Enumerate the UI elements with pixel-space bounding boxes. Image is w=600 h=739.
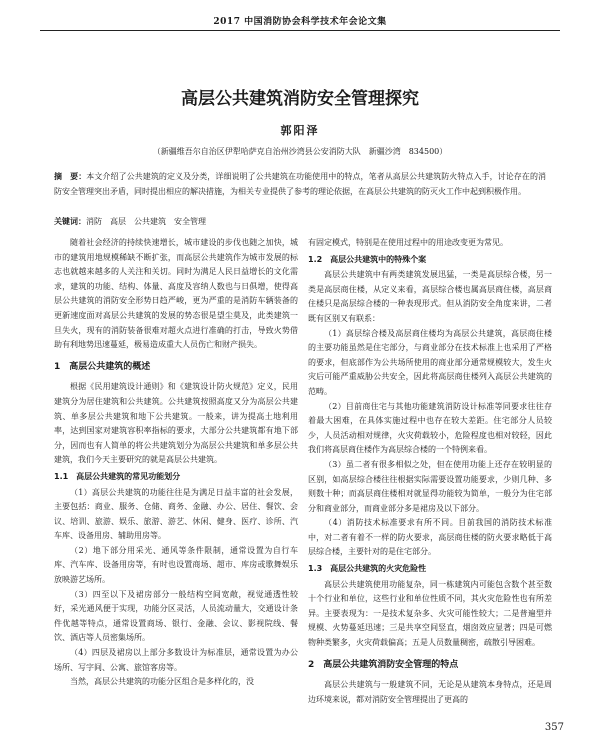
function-item-4: （4）四层及裙房以上部分多数设计为标准层，通常设置为办公场所、写字间、公寓、旅馆客房等。: [54, 648, 298, 672]
special-cases-paragraph: 高层公共建筑中有两类建筑发展迅猛，一类是高层综合楼，另一类是高层商住楼，从定义来看，高层综合楼也属高层商住楼，高层商住楼只是高层综合楼的一种表现形式。但从消防安全角度来讲，二者既有区别又有联系：: [308, 270, 552, 323]
abstract: [54, 170, 546, 199]
fire-hazard-paragraph: 高层公共建筑使用功能复杂，同一栋建筑内可能包含数个甚至数十个行业和单位，这些行业和单位性质不同，其火灾危险性也有所差异。主要表现为：一是技术复杂多、火灾可能性较大；二是普遍型并规模、火势蔓延迅速；三是共享空间竖直，烟囱效应显著；四是可燃物种类繁多，火灾荷载偏高；五是人员数量稠密，疏散引导困难。: [308, 579, 552, 648]
special-case-item-3: （3）虽二者有很多相似之处，但在使用功能上还存在较明显的区别，如高层综合楼往往根据实际需要设置功能要求，少则几种、多则数十种；而高层商住楼相对就显得功能较为简单，一般分为住宅部分和商业部分，而商业部分多是裙房及以下部分。: [308, 459, 552, 513]
section-1-paragraph: 根据《民用建筑设计通则》和《建筑设计防火规范》定义，民用建筑分为居住建筑和公共建筑。公共建筑按照高度又分为高层公共建筑、单多层公共建筑和地下公共建筑。一般来，讲为提高土地利用率，达到国家对建筑容积率指标的要求，大部分公共建筑都有地下部分，因而也有人简单的将公共建筑划分为高层公共建筑和单多层公共建筑，我们今天主要研究的就是高层公共建筑。: [54, 382, 298, 465]
special-case-item-1: （1）高层综合楼及高层商住楼均为高层公共建筑，高层商住楼的主要功能虽然是住宅部分，与商业部分在技术标准上也采用了严格的要求，但底部作为公共场所使用的商业部分通常规模较大，发生火灾后可能严重威胁公共安全，因此将高层商住楼列入高层公共建筑的范畴。: [308, 328, 552, 396]
left-column: [54, 236, 298, 690]
paper-title: 高层公共建筑消防安全管理探究: [181, 89, 419, 109]
continuation-paragraph: 有固定模式，特别是在使用过程中的用途改变更为常见。: [308, 238, 508, 247]
keywords-label: 关键词：: [54, 217, 86, 226]
right-column: [308, 236, 552, 707]
special-case-item-2: （2）目前商住宅与其他功能建筑消防设计标准等同要求往往存着最大困难，在具体实施过程中也存在较大差距。住宅部分人员较少，人员活动相对规律，火灾荷载较小，危险程度也相对较轻，因此我们将高层商住楼作为高层综合楼的一个特例来看。: [308, 401, 552, 455]
intro-paragraph: 随着社会经济的持续快速增长，城市建设的步伐也随之加快，城市的建筑用地规模稀缺不断扩张，而高层公共建筑作为城市发展的标志也就越来越多的人关注和关切。同时为满足人民日益增长的文化需求，建筑的功能、结构、体量、高度及容纳人数也与日俱增，使得高层公共建筑的消防安全形势日趋严峻，更为严重的是消防车辆装备的更新速度面对高层公共建筑的发展的势态很是望尘莫及，此类建筑一旦失火，现有的消防装备很难对超火点进行准确的打击，导致火势借助有利地势迅速蔓延，极易造成重大人员伤亡和财产损失。: [54, 238, 298, 350]
subsection-1-3-heading: 1.3 高层公共建筑的火灾危险性: [308, 564, 427, 574]
abstract-text: 本文介绍了公共建筑的定义及分类，详细说明了公共建筑在功能使用中的特点，笔者从高层公共建筑防火特点入手，讨论存在的消防安全管理突出矛盾，同时提出相应的解决措施，为相关专业提供了参考的理论依据，在高层公共建筑的防灭火工作中起到积极作用。: [54, 172, 547, 196]
function-item-3: （3）四至以下及裙房部分一般结构空间宽敞，视觉通透性较好，采光通风便于实现，功能分区灵活，人员流动量大，交通设计条件优越等特点，通常设置商场、银行、金融、会议、影视院线、餐饮、酒店等人员密集场所。: [54, 589, 298, 643]
function-item-2: （2）地下部分用采光、通风等条件限制，通常设置为自行车库、汽车库、设备用房等，有时也设置商场、超市、库房或歌舞娱乐放映游艺场所。: [54, 545, 298, 585]
keywords-text: 消防 高层 公共建筑 安全管理: [86, 217, 206, 226]
function-item-1: （1）高层公共建筑的功能往往是为满足日益丰富的社会发展，主要包括：商业、服务、仓储、商务、金融、办公、居住、餐饮、会议、培训、旅游、娱乐、旅游、游艺、休闲、健身、医疗、诊所、汽车库、设备用房、辅助用房等。: [54, 487, 298, 541]
special-case-item-4: （4）消防技术标准要求有所不同。目前我国的消防技术标准中，对二者有着不一样的防火要求，高层商住楼的防火要求略低于高层综合楼，主要针对的是住宅部分。: [308, 518, 552, 557]
subsection-1-2-heading: 1.2 高层公共建筑中的特殊个案: [308, 254, 427, 264]
keywords: [54, 215, 546, 229]
paper-author: 郭阳泽: [280, 124, 320, 137]
abstract-label: 摘 要：: [54, 172, 87, 181]
subsection-1-1-heading: 1.1 高层公共建筑的常见功能划分: [54, 471, 181, 481]
section-2-paragraph: 高层公共建筑与一般建筑不同，无论是从建筑本身特点，还是周边环境来说，都对消防安全管理提出了更高的: [308, 680, 552, 704]
header-divider: [40, 30, 560, 31]
running-header: 2017 中国消防协会科学技术年会论文集: [213, 17, 387, 27]
author-affiliation: （新疆维吾尔自治区伊犁哈萨克自治州沙湾县公安消防大队 新疆沙湾 834500）: [152, 147, 448, 156]
closing-paragraph: 当然，高层公共建筑的功能分区组合是多样化的，没: [70, 677, 254, 687]
section-2-heading: 2 高层公共建筑消防安全管理的特点: [308, 659, 459, 670]
page-number: 357: [544, 722, 564, 733]
section-1-heading: 1 高层公共建筑的概述: [54, 361, 151, 372]
